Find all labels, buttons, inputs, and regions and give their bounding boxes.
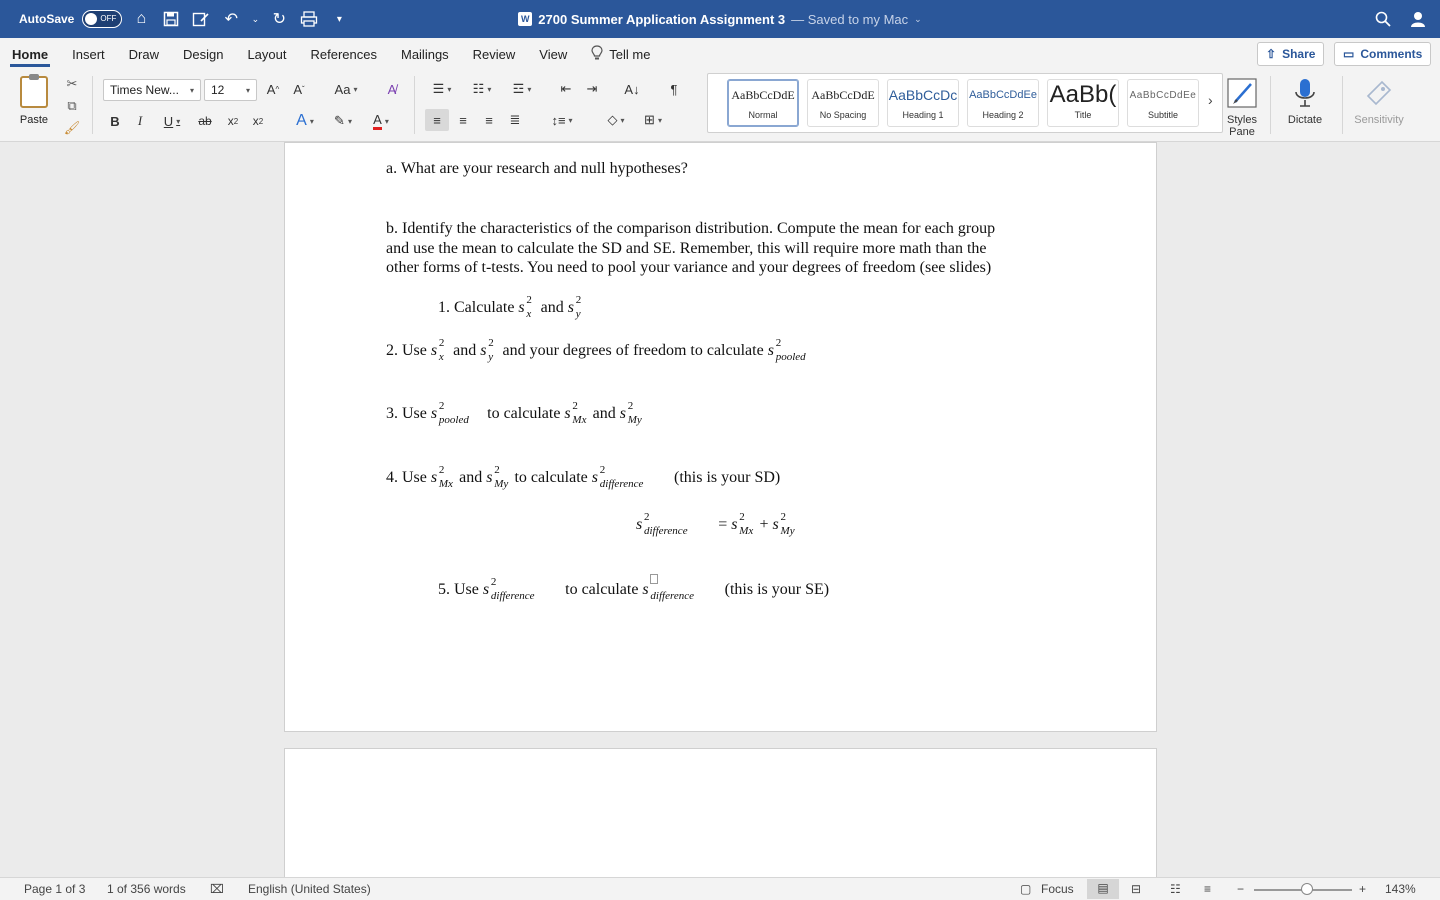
- step-5-suffix: (this is your SE): [724, 581, 830, 598]
- dictate-button[interactable]: [1280, 76, 1330, 126]
- bold-icon[interactable]: B: [110, 113, 120, 129]
- tab-references[interactable]: References: [310, 46, 377, 62]
- math-s-pooled-squared: s 2 pooled: [767, 337, 806, 363]
- math-s-y-squared: s 2 y: [567, 294, 582, 320]
- dictate-label: Dictate: [1287, 114, 1323, 126]
- underline-icon[interactable]: U ▾: [163, 113, 181, 129]
- bullets-icon[interactable]: ☰ ▾: [432, 81, 452, 96]
- multilevel-list-icon[interactable]: ☲ ▾: [512, 81, 532, 96]
- font-name-select[interactable]: [103, 79, 201, 101]
- math-s-difference-squared: s 2 difference: [482, 576, 535, 602]
- microphone-icon: [1288, 76, 1322, 110]
- step-2-suffix: and your degrees of freedom to calculate: [502, 342, 764, 359]
- format-painter-icon[interactable]: 🖌: [63, 120, 81, 135]
- copy-icon[interactable]: ⧉: [67, 98, 77, 113]
- style-preview: AaBbCcDdEe: [969, 89, 1037, 101]
- step-4-suffix: (this is your SD): [674, 469, 781, 486]
- question-a: a. What are your research and null hypotheses?: [386, 160, 688, 177]
- line-spacing-icon[interactable]: ↕≡ ▾: [551, 112, 573, 128]
- style-name: Title: [1074, 110, 1092, 120]
- sensitivity-label: Sensitivity: [1354, 114, 1404, 126]
- style-name: Heading 1: [902, 110, 944, 120]
- share-button[interactable]: [1257, 42, 1324, 66]
- comment-icon: ▭: [1343, 47, 1355, 61]
- comments-label: Comments: [1360, 47, 1423, 61]
- style-name: Subtitle: [1147, 110, 1179, 120]
- tab-design[interactable]: Design: [182, 46, 224, 62]
- cut-icon[interactable]: ✂: [66, 76, 78, 91]
- style-normal[interactable]: [727, 79, 799, 127]
- style-preview: AaBbCcDdEe: [1129, 89, 1197, 101]
- zoom-slider-handle[interactable]: [1301, 883, 1313, 895]
- redo-icon[interactable]: ↻: [272, 11, 287, 28]
- clear-formatting-icon[interactable]: A̸: [387, 81, 397, 97]
- numbering-icon[interactable]: ☷ ▾: [472, 81, 492, 96]
- step-3-mid: to calculate: [487, 405, 561, 422]
- highlight-color-icon[interactable]: ✎ ▾: [334, 113, 352, 128]
- style-name: No Spacing: [819, 110, 867, 120]
- step-3: [386, 400, 644, 426]
- zoom-in-icon[interactable]: +: [1359, 882, 1367, 896]
- show-formatting-marks-icon[interactable]: ¶: [670, 81, 678, 97]
- chevron-down-icon: ⌄: [914, 13, 922, 24]
- question-b-line-2: and use the mean to calculate the SD and SE. Remember, this will require more math than the: [386, 240, 987, 257]
- step-4: [386, 464, 781, 490]
- web-layout-icon[interactable]: ⊟: [1131, 882, 1142, 896]
- autosave-toggle[interactable]: [82, 10, 122, 28]
- shading-icon[interactable]: ◇ ▾: [607, 112, 625, 127]
- tell-me-label: Tell me: [609, 46, 651, 62]
- borders-icon[interactable]: ⊞ ▾: [644, 112, 662, 127]
- focus-icon: ▢: [1020, 882, 1032, 896]
- style-subtitle[interactable]: [1127, 79, 1199, 127]
- style-no-spacing[interactable]: [807, 79, 879, 127]
- sort-icon[interactable]: A↓: [624, 81, 640, 97]
- math-s-mx-squared: s 2 Mx: [430, 464, 453, 490]
- search-icon[interactable]: [1372, 8, 1394, 30]
- clipboard-tools: [62, 76, 82, 136]
- autosave-label: AutoSave: [19, 12, 75, 26]
- title-bar: [0, 0, 1440, 38]
- tab-insert[interactable]: Insert: [72, 46, 105, 62]
- undo-icon[interactable]: ↶: [224, 11, 239, 28]
- styles-pane-icon: [1225, 76, 1259, 110]
- italic-icon[interactable]: I: [137, 113, 143, 128]
- change-case-icon[interactable]: Aa ▾: [334, 81, 358, 97]
- step-1-text: 1. Calculate: [438, 299, 515, 316]
- align-center-icon[interactable]: ≡: [459, 112, 467, 128]
- autosave-state: OFF: [100, 14, 117, 23]
- focus-button[interactable]: Focus: [1041, 882, 1074, 896]
- step-5-mid: to calculate: [565, 581, 639, 598]
- zoom-level[interactable]: 143%: [1385, 882, 1416, 896]
- chevron-down-icon: ▾: [189, 85, 194, 95]
- plus-sign: +: [759, 516, 769, 533]
- font-size-value: 12: [211, 83, 225, 97]
- and-text: and: [592, 405, 616, 422]
- align-left-icon[interactable]: ≡: [425, 109, 449, 131]
- align-right-icon[interactable]: ≡: [485, 112, 493, 128]
- question-b-line-3: other forms of t-tests. You need to pool your variance and your degrees of freedom (see slides): [386, 259, 992, 276]
- save-icon[interactable]: [160, 8, 182, 30]
- style-preview: AaBbCcDc: [888, 87, 958, 103]
- step-5: [438, 576, 830, 602]
- font-name-value: Times New...: [110, 83, 179, 97]
- document-page-2[interactable]: [284, 748, 1157, 880]
- language[interactable]: English (United States): [248, 882, 371, 896]
- step-2: [386, 337, 820, 363]
- document-page[interactable]: [284, 142, 1157, 732]
- math-s-mx-squared: s 2 Mx: [564, 400, 587, 426]
- comments-button[interactable]: [1334, 42, 1431, 66]
- sensitivity-button[interactable]: [1350, 76, 1408, 126]
- share-label: Share: [1282, 47, 1316, 61]
- tab-home[interactable]: Home: [0, 38, 60, 70]
- styles-pane-button[interactable]: [1222, 76, 1262, 138]
- step-2-text: 2. Use: [386, 342, 427, 359]
- question-b-line-1: b. Identify the characteristics of the comparison distribution. Compute the mean for each group: [386, 220, 996, 237]
- status-bar: [0, 877, 1440, 900]
- tab-review[interactable]: Review: [472, 46, 516, 62]
- style-title[interactable]: [1047, 79, 1119, 127]
- paste-label: Paste: [19, 114, 49, 126]
- decrease-font-size-icon[interactable]: A ˇ: [293, 81, 305, 97]
- style-preview: AaBbCcDdE: [811, 87, 875, 102]
- tab-layout[interactable]: Layout: [247, 46, 287, 62]
- ribbon-home: [0, 70, 1440, 142]
- styles-pane-label: Styles Pane: [1227, 114, 1257, 138]
- home-icon[interactable]: ⌂: [136, 10, 147, 27]
- chevron-down-icon: ▾: [245, 85, 250, 95]
- zoom-out-icon[interactable]: −: [1237, 882, 1245, 896]
- difference-equation: [636, 511, 797, 537]
- styles-gallery: [707, 73, 1223, 133]
- word-count[interactable]: 1 of 356 words: [107, 882, 186, 896]
- math-s-difference: s difference: [642, 580, 720, 600]
- strikethrough-icon[interactable]: ab: [198, 114, 212, 128]
- page-count[interactable]: Page 1 of 3: [24, 882, 86, 896]
- math-s-difference-squared: s 2 difference: [636, 511, 688, 537]
- math-s-my-squared: s 2 My: [772, 511, 795, 537]
- superscript-icon[interactable]: x 2: [252, 114, 264, 128]
- tell-me-search[interactable]: [579, 38, 662, 70]
- increase-indent-icon[interactable]: ⇥: [586, 81, 598, 96]
- math-s-my-squared: s 2 My: [486, 464, 509, 490]
- chevron-right-icon[interactable]: ›: [1208, 92, 1213, 108]
- step-4-mid: to calculate: [514, 469, 588, 486]
- save-status: — Saved to my Mac: [791, 11, 909, 27]
- subscript-icon[interactable]: x 2: [227, 114, 239, 128]
- and-text: and: [459, 469, 483, 486]
- print-layout-icon[interactable]: ▤: [1087, 879, 1119, 899]
- undo-dropdown-icon[interactable]: ⌄: [251, 13, 260, 24]
- justify-icon[interactable]: ≣: [509, 112, 521, 127]
- paste-button[interactable]: [12, 76, 56, 126]
- step-5-text: 5. Use: [438, 581, 479, 598]
- font-color-icon[interactable]: A ▾: [365, 110, 397, 132]
- tab-draw[interactable]: Draw: [128, 46, 159, 62]
- proofing-icon[interactable]: ⌧: [210, 882, 224, 896]
- account-icon[interactable]: [1408, 8, 1430, 30]
- step-1: [438, 294, 586, 320]
- math-s-pooled-squared: s 2 pooled: [430, 400, 469, 426]
- print-icon[interactable]: [298, 8, 320, 30]
- tab-mailings[interactable]: Mailings: [400, 46, 449, 62]
- tab-view[interactable]: View: [539, 46, 568, 62]
- ribbon-tabs: [0, 38, 1440, 70]
- outline-view-icon[interactable]: ☷: [1170, 882, 1181, 896]
- math-s-x-squared: s 2 x: [430, 337, 445, 363]
- customize-toolbar-icon[interactable]: ▾: [336, 13, 342, 25]
- share-icon: ⇧: [1266, 47, 1277, 61]
- sensitivity-icon: [1362, 76, 1396, 110]
- document-title: 2700 Summer Application Assignment 3: [538, 11, 786, 27]
- draft-view-icon[interactable]: ≡: [1204, 882, 1212, 896]
- font-size-select[interactable]: [204, 79, 257, 101]
- increase-font-size-icon[interactable]: A ^: [266, 81, 280, 97]
- word-doc-icon: W: [518, 12, 532, 26]
- math-s-x-squared: s 2 x: [518, 294, 532, 320]
- math-s-mx-squared: s 2 Mx: [731, 511, 754, 537]
- style-name: Heading 2: [982, 110, 1024, 120]
- clipboard-icon: [20, 76, 48, 108]
- step-4-text: 4. Use: [386, 469, 427, 486]
- style-heading-2[interactable]: [967, 79, 1039, 127]
- step-3-text: 3. Use: [386, 405, 427, 422]
- decrease-indent-icon[interactable]: ⇤: [560, 81, 572, 96]
- edit-document-icon[interactable]: [190, 8, 212, 30]
- and-text: and: [453, 342, 477, 359]
- math-s-y-squared: s 2 y: [480, 337, 494, 363]
- style-name: Normal: [748, 110, 778, 120]
- style-heading-1[interactable]: [887, 79, 959, 127]
- text-effects-icon[interactable]: A ▾: [296, 112, 314, 129]
- style-preview: AaBb(: [1049, 81, 1117, 108]
- lightbulb-icon: [591, 45, 603, 64]
- and-text: and: [540, 299, 564, 316]
- math-s-difference-squared: s 2 difference: [591, 464, 644, 490]
- style-preview: AaBbCcDdE: [731, 87, 795, 102]
- math-s-my-squared: s 2 My: [619, 400, 642, 426]
- equals-sign: =: [718, 516, 728, 533]
